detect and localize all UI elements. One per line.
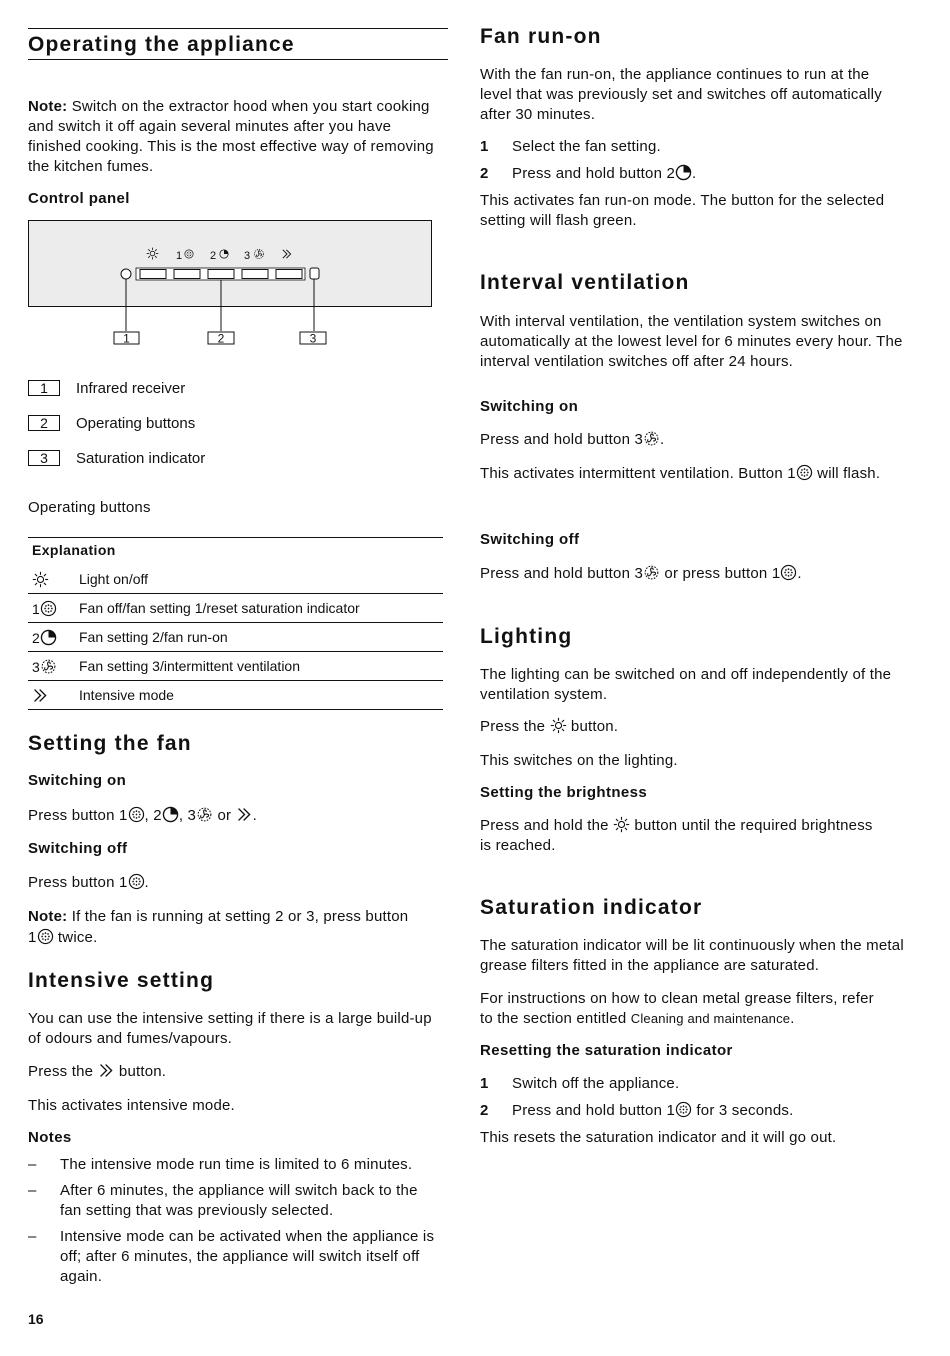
setting-fan-note [28,907,448,927]
brightness-b: button until the required brightness is reached. [480,817,873,854]
table-row [28,623,443,652]
panel-button-intensive [276,270,302,279]
note-text: If the fan is running at setting 2 or 3, press button [67,908,409,925]
press-prefix: Press the [28,1063,98,1080]
legend-label: Infrared receiver [76,379,186,397]
switch-off-prefix: Press button 1 [28,874,128,891]
table-text-cell: Light on/off [79,565,443,594]
table-symbol-cell [28,594,79,623]
switch-on-prefix: Press button 1 [28,807,128,824]
panel-body [29,221,432,307]
off-text-b: or press button 1 [660,565,781,582]
step-number: 2 [480,1102,489,1119]
panel-saturation-indicator [310,268,319,279]
saturation-result: This resets the saturation indicator and it will go out. [480,1129,837,1146]
step-number: 2 [480,165,489,182]
intensive-notes-heading: Notes [28,1129,72,1146]
section-title-saturation: Saturation indicator [480,896,703,919]
table-symbol-cell [28,623,79,652]
section-title-operating: Operating the appliance [28,33,295,56]
list-item [28,1227,448,1287]
legend-label: Operating buttons [76,414,196,432]
note-text: Switch on the extractor hood when you start cooking and switch it off again several minutes after you have finished cooking. This is the most effective way of removing the kitchen fumes. [28,98,434,175]
panel-button-3 [242,270,268,279]
step-number: 1 [480,138,489,155]
switch-on-end: . [252,807,257,824]
table-text-cell: Fan off/fan setting 1/reset saturation indicator [79,594,443,623]
lighting-brightness-heading: Setting the brightness [480,784,648,801]
callout-number-1: 1 [123,331,130,346]
setting-fan-switching-on-heading: Switching on [28,772,127,789]
instr-b: . [790,1010,795,1027]
title-rule-bottom [28,59,448,60]
intensive-press-text [28,1062,166,1082]
press-prefix: Press the [480,718,550,735]
operating-buttons-caption: Operating buttons [28,499,151,516]
table-row [28,652,443,681]
switch-off-end: . [144,874,149,891]
saturation-step-1 [480,1074,679,1094]
note-line2-prefix: 1 [28,929,37,946]
page-number: 16 [28,1311,44,1327]
press-suffix: button. [566,718,619,735]
light-icon [550,717,567,734]
switch-on-sep3: or [213,807,236,824]
interval-paragraph: With interval ventilation, the ventilation system switches on automatically at the lowest level for 6 minutes every hour. The interval ventilation switches off after 24 hours. [480,313,903,370]
fan-setting-3-icon [40,658,57,675]
interval-off-text: Press and hold button 3 or press button 1 . [480,565,802,582]
step-text: Press and hold button 2 [512,165,676,182]
lighting-switches-text: This switches on the lighting. [480,752,678,769]
table-text-cell: Fan setting 3/intermittent ventilation [79,652,443,681]
step-text: Select the fan setting. [512,138,661,155]
note-item-text: Intensive mode can be activated when the appliance is off; after 6 minutes, the appliance will switch itself off again. [60,1228,435,1285]
setting-fan-switching-off-heading: Switching off [28,840,128,857]
step-text: Switch off the appliance. [512,1075,680,1092]
switch-on-sep2: , 3 [178,807,197,824]
table-prefix: 1 [32,600,40,617]
note-line2-suffix: twice. [53,929,98,946]
list-item [28,1155,448,1175]
table-symbol-cell [28,681,79,710]
fan-setting-1-icon [40,600,57,617]
note-label: Note: [28,98,68,115]
table-prefix: 2 [32,629,40,646]
panel-button-2 [208,270,234,279]
legend-number: 1 [28,380,60,396]
fan-setting-2-icon [40,629,57,646]
section-title-interval: Interval ventilation [480,271,690,294]
setting-fan-note-line2 [28,928,97,948]
title-rule-top [28,28,448,29]
on-text: Press and hold button 3 [480,431,644,448]
light-icon [32,571,49,588]
table-prefix: 3 [32,658,40,675]
legend-item-saturation [28,448,205,468]
table-symbol-cell [28,565,79,594]
panel-button-1 [174,270,200,279]
section-title-lighting: Lighting [480,625,573,648]
on-result-b: will flash. [812,465,881,482]
press-suffix: button. [114,1063,167,1080]
intensive-icon [32,687,49,704]
fan-setting-1-icon [128,806,145,823]
table-text-cell: Intensive mode [79,681,443,710]
intensive-icon [98,1062,115,1079]
step-number: 1 [480,1075,489,1092]
section-title-setting-fan: Setting the fan [28,732,192,755]
interval-on-result [480,464,890,484]
explanation-table [28,565,443,710]
legend-number: 2 [28,415,60,431]
brightness-a: Press and hold the [480,817,614,834]
bullet-dash: – [28,1156,37,1173]
bullet-dash: – [28,1182,37,1199]
control-panel-diagram [28,218,438,350]
intensive-icon [236,806,253,823]
legend-item-infrared [28,378,185,398]
fan-setting-2-icon [675,164,692,181]
fan-runon-step-2: 2 Press and hold button 2 . [480,165,697,182]
setting-fan-switch-on-text [28,806,257,826]
interval-on-text: Press and hold button 3 . [480,431,665,448]
note-label: Note: [28,908,68,925]
fan-runon-result: This activates fan run-on mode. The button for the selected setting will flash green. [480,192,885,229]
step2-suffix: for 3 seconds. [692,1102,794,1119]
intensive-paragraph: You can use the intensive setting if there is a large build-up of odours and fumes/vapours. [28,1010,432,1047]
fan-setting-3-icon [196,806,213,823]
callout-number-2: 2 [217,331,225,346]
saturation-reset-heading: Resetting the saturation indicator [480,1042,733,1059]
fan-setting-3-icon [643,564,660,581]
fan-setting-2-icon [162,806,179,823]
panel-button-light [140,270,166,279]
table-row [28,565,443,594]
operating-note [28,97,448,177]
interval-switching-on-heading: Switching on [480,398,579,415]
panel-label-1: 1 [176,250,183,262]
table-symbol-cell [28,652,79,681]
on-result-a: This activates intermittent ventilation. Button 1 [480,465,796,482]
setting-fan-switch-off-text [28,873,149,893]
switch-on-sep1: , 2 [144,807,162,824]
panel-label-2: 2 [210,250,217,262]
panel-infrared-receiver [121,269,131,279]
off-text-a: Press and hold button 3 [480,565,644,582]
fan-setting-1-icon [37,928,54,945]
interval-switching-off-heading: Switching off [480,531,580,548]
step-text: Press and hold button 1 [512,1102,676,1119]
lighting-brightness-text [480,816,880,856]
legend-label: Saturation indicator [76,449,206,467]
callout-number-3: 3 [309,331,317,346]
saturation-step-2 [480,1101,793,1121]
note-item-text: After 6 minutes, the appliance will switch back to the fan setting that was previously selected. [60,1182,418,1219]
saturation-paragraph: The saturation indicator will be lit continuously when the metal grease filters fitted in the appliance are saturated. [480,937,904,974]
list-item [28,1181,448,1221]
explanation-table-header: Explanation [32,542,116,558]
note-item-text: The intensive mode run time is limited to 6 minutes. [60,1156,413,1173]
fan-setting-1-icon [796,464,813,481]
light-icon [613,816,630,833]
intensive-activates-text: This activates intensive mode. [28,1097,235,1114]
fan-setting-1-icon [128,873,145,890]
instr-a: For instructions on how to clean metal grease filters, refer to the section entitled [480,990,874,1027]
fan-setting-1-icon [675,1101,692,1118]
cleaning-maintenance-reference: Cleaning and maintenance [630,1011,791,1026]
control-panel-heading: Control panel [28,190,130,207]
table-text-cell: Fan setting 2/fan run-on [79,623,443,652]
fan-setting-3-icon [643,430,660,447]
panel-label-3: 3 [244,250,251,262]
lighting-press-text [480,717,618,737]
fan-runon-step-1 [480,137,661,157]
table-row [28,594,443,623]
fan-runon-paragraph: With the fan run-on, the appliance continues to run at the level that was previously set and switches off automatically after 30 minutes. [480,66,882,123]
legend-number: 3 [28,450,60,466]
legend-item-operating-buttons [28,413,195,433]
bullet-dash: – [28,1228,37,1245]
section-title-fan-runon: Fan run-on [480,25,602,48]
fan-setting-1-icon [780,564,797,581]
explanation-table-top-rule [28,537,443,538]
section-title-intensive: Intensive setting [28,969,215,992]
saturation-instructions [480,989,890,1029]
table-row [28,681,443,710]
lighting-paragraph: The lighting can be switched on and off independently of the ventilation system. [480,666,892,703]
